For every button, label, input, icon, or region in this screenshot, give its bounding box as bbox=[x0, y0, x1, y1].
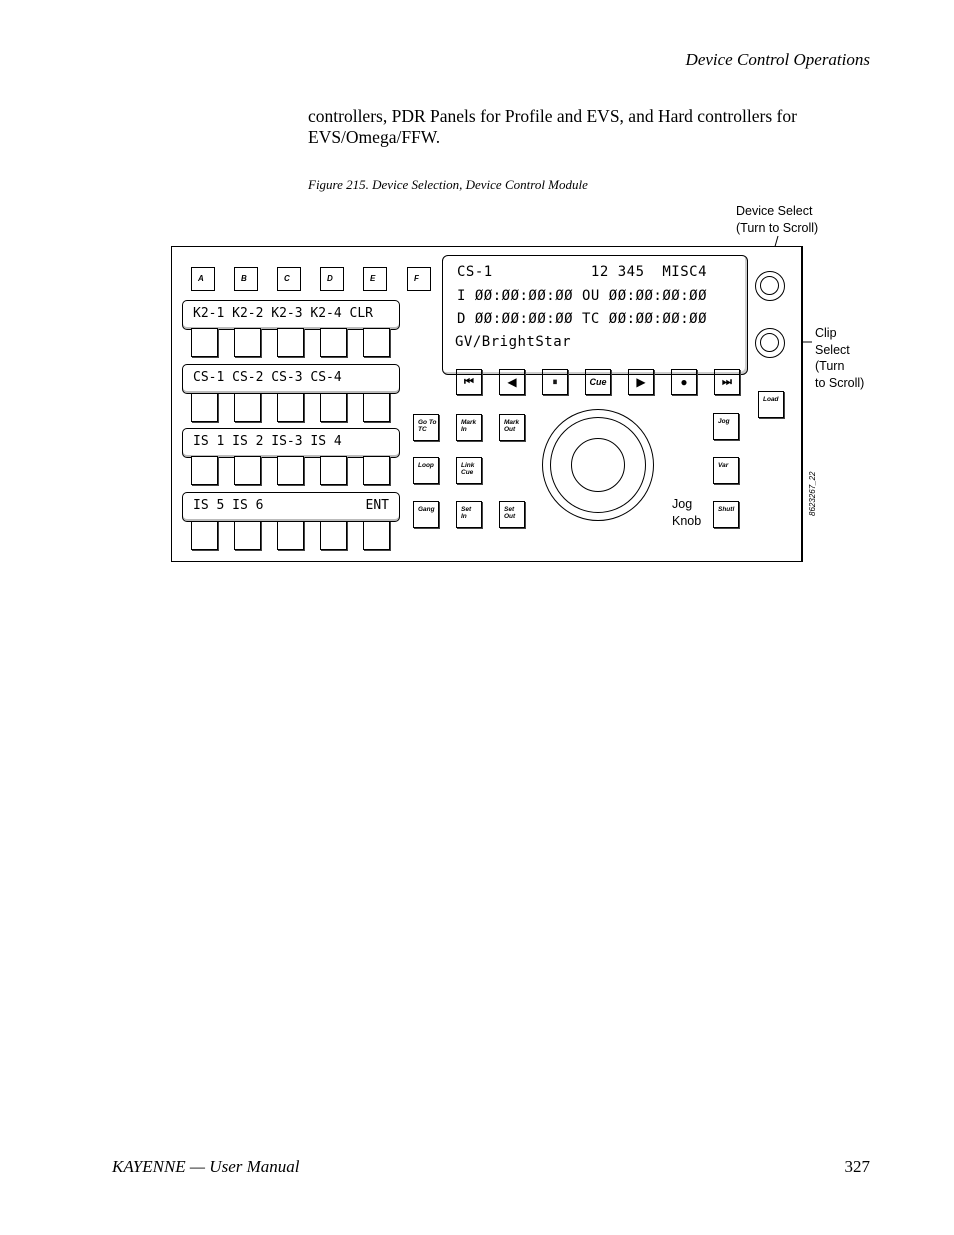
callout-line: (Turn to Scroll) bbox=[736, 220, 819, 235]
button-label: Gang bbox=[418, 506, 435, 513]
callout-line: (Turn bbox=[815, 359, 845, 373]
device-control-module-panel bbox=[171, 246, 803, 562]
set-in-button[interactable] bbox=[456, 501, 482, 528]
jog-knob-callout bbox=[672, 496, 701, 529]
display-line-1: CS-1 12 345 MISC4 bbox=[457, 264, 708, 280]
lcd-key-4-4[interactable] bbox=[320, 521, 347, 550]
link-cue-button[interactable] bbox=[456, 457, 482, 484]
display-line-3: D ØØ:ØØ:ØØ:ØØ TC ØØ:ØØ:ØØ:ØØ bbox=[457, 311, 708, 327]
lcd-key-1-4[interactable] bbox=[320, 328, 347, 357]
lcd-key-1-5[interactable] bbox=[363, 328, 390, 357]
callout-line: Knob bbox=[672, 513, 702, 528]
lcd-strip-text: CS-1 CS-2 CS-3 CS-4 bbox=[193, 370, 342, 385]
button-label: Mark bbox=[504, 419, 520, 426]
footer-title: KAYENNE — User Manual bbox=[112, 1157, 300, 1176]
var-button[interactable] bbox=[713, 457, 739, 484]
button-label: Set bbox=[504, 506, 515, 513]
device-key-e[interactable]: E bbox=[363, 267, 387, 291]
lcd-strip-text: IS 1 IS 2 IS-3 IS 4 bbox=[193, 434, 342, 449]
mark-out-button[interactable] bbox=[499, 414, 525, 441]
callout-line: Clip bbox=[815, 326, 837, 340]
device-key-d[interactable]: D bbox=[320, 267, 344, 291]
record-button[interactable]: ● bbox=[671, 369, 697, 395]
button-label: Set bbox=[461, 506, 472, 513]
fast-forward-button[interactable]: ⏭ bbox=[714, 369, 740, 395]
button-label: Load bbox=[763, 396, 779, 403]
pause-button[interactable]: ⏸ bbox=[542, 369, 568, 395]
button-label: In bbox=[461, 513, 467, 520]
mark-in-button[interactable] bbox=[456, 414, 482, 441]
goto-tc-button[interactable] bbox=[413, 414, 439, 441]
lcd-key-2-2[interactable] bbox=[234, 393, 261, 422]
device-key-f[interactable]: F bbox=[407, 267, 431, 291]
button-label: Mark bbox=[461, 419, 477, 426]
callout-line: to Scroll) bbox=[815, 375, 865, 390]
figure-caption: Figure 215. Device Selection, Device Control Module bbox=[308, 177, 588, 192]
lcd-key-3-4[interactable] bbox=[320, 456, 347, 485]
button-label: Out bbox=[504, 513, 516, 520]
lcd-key-2-5[interactable] bbox=[363, 393, 390, 422]
lcd-strip-text: K2-1 K2-2 K2-3 K2-4 CLR bbox=[193, 306, 374, 321]
set-out-button[interactable] bbox=[499, 501, 525, 528]
button-label: Shutl bbox=[718, 506, 735, 513]
lcd-key-3-5[interactable] bbox=[363, 456, 390, 485]
lcd-key-3-3[interactable] bbox=[277, 456, 304, 485]
gang-button[interactable] bbox=[413, 501, 439, 528]
lcd-key-4-1[interactable] bbox=[191, 521, 218, 550]
button-label: Cue bbox=[461, 469, 474, 476]
lcd-key-2-1[interactable] bbox=[191, 393, 218, 422]
button-label: Loop bbox=[418, 462, 434, 469]
page-number: 327 bbox=[844, 1157, 870, 1176]
lcd-key-1-2[interactable] bbox=[234, 328, 261, 357]
callout-line: Select bbox=[815, 342, 850, 357]
lcd-key-1-3[interactable] bbox=[277, 328, 304, 357]
lcd-key-3-2[interactable] bbox=[234, 456, 261, 485]
running-header: Device Control Operations bbox=[685, 50, 870, 69]
lcd-label-strip-3 bbox=[182, 428, 400, 458]
body-paragraph: controllers, PDR Panels for Profile and EVS, and Hard controllers for EVS/Omega/FFW. bbox=[308, 106, 797, 147]
device-key-b[interactable]: B bbox=[234, 267, 258, 291]
lcd-label-strip-2 bbox=[182, 364, 400, 394]
load-button[interactable] bbox=[758, 391, 784, 418]
play-button[interactable]: ▶ bbox=[628, 369, 654, 395]
device-key-c[interactable]: C bbox=[277, 267, 301, 291]
button-label: Out bbox=[504, 426, 516, 433]
button-label: Link bbox=[461, 462, 475, 469]
lcd-label-strip-1 bbox=[182, 300, 400, 330]
button-label: In bbox=[461, 426, 467, 433]
display-line-4: GV/BrightStar bbox=[455, 334, 572, 350]
lcd-label-strip-4 bbox=[182, 492, 400, 522]
lcd-key-4-5[interactable] bbox=[363, 521, 390, 550]
button-label: TC bbox=[418, 426, 427, 433]
device-key-a[interactable]: A bbox=[191, 267, 215, 291]
lcd-key-1-1[interactable] bbox=[191, 328, 218, 357]
lcd-key-4-3[interactable] bbox=[277, 521, 304, 550]
button-label: Jog bbox=[718, 418, 730, 425]
jog-button[interactable] bbox=[713, 413, 739, 440]
cue-button[interactable]: Cue bbox=[585, 369, 611, 395]
button-label: Go To bbox=[418, 419, 437, 426]
shutl-button[interactable] bbox=[713, 501, 739, 528]
lcd-strip-text-right: ENT bbox=[365, 498, 389, 513]
main-display bbox=[442, 255, 748, 375]
jog-knob-center[interactable] bbox=[571, 438, 625, 492]
lcd-strip-text: IS 5 IS 6 bbox=[193, 498, 264, 513]
device-select-knob[interactable] bbox=[755, 271, 785, 301]
lcd-key-2-4[interactable] bbox=[320, 393, 347, 422]
clip-select-knob[interactable] bbox=[755, 328, 785, 358]
lcd-key-2-3[interactable] bbox=[277, 393, 304, 422]
callout-line: Jog bbox=[672, 497, 693, 511]
rewind-button[interactable]: ⏮ bbox=[456, 369, 482, 395]
button-label: Var bbox=[718, 462, 729, 469]
figure-number: 8623267_22 bbox=[808, 471, 817, 516]
lcd-key-4-2[interactable] bbox=[234, 521, 261, 550]
callout-line: Device Select bbox=[736, 204, 813, 218]
lcd-key-3-1[interactable] bbox=[191, 456, 218, 485]
display-line-2: I ØØ:ØØ:ØØ:ØØ OU ØØ:ØØ:ØØ:ØØ bbox=[457, 288, 708, 304]
play-reverse-button[interactable]: ◀ bbox=[499, 369, 525, 395]
loop-button[interactable] bbox=[413, 457, 439, 484]
